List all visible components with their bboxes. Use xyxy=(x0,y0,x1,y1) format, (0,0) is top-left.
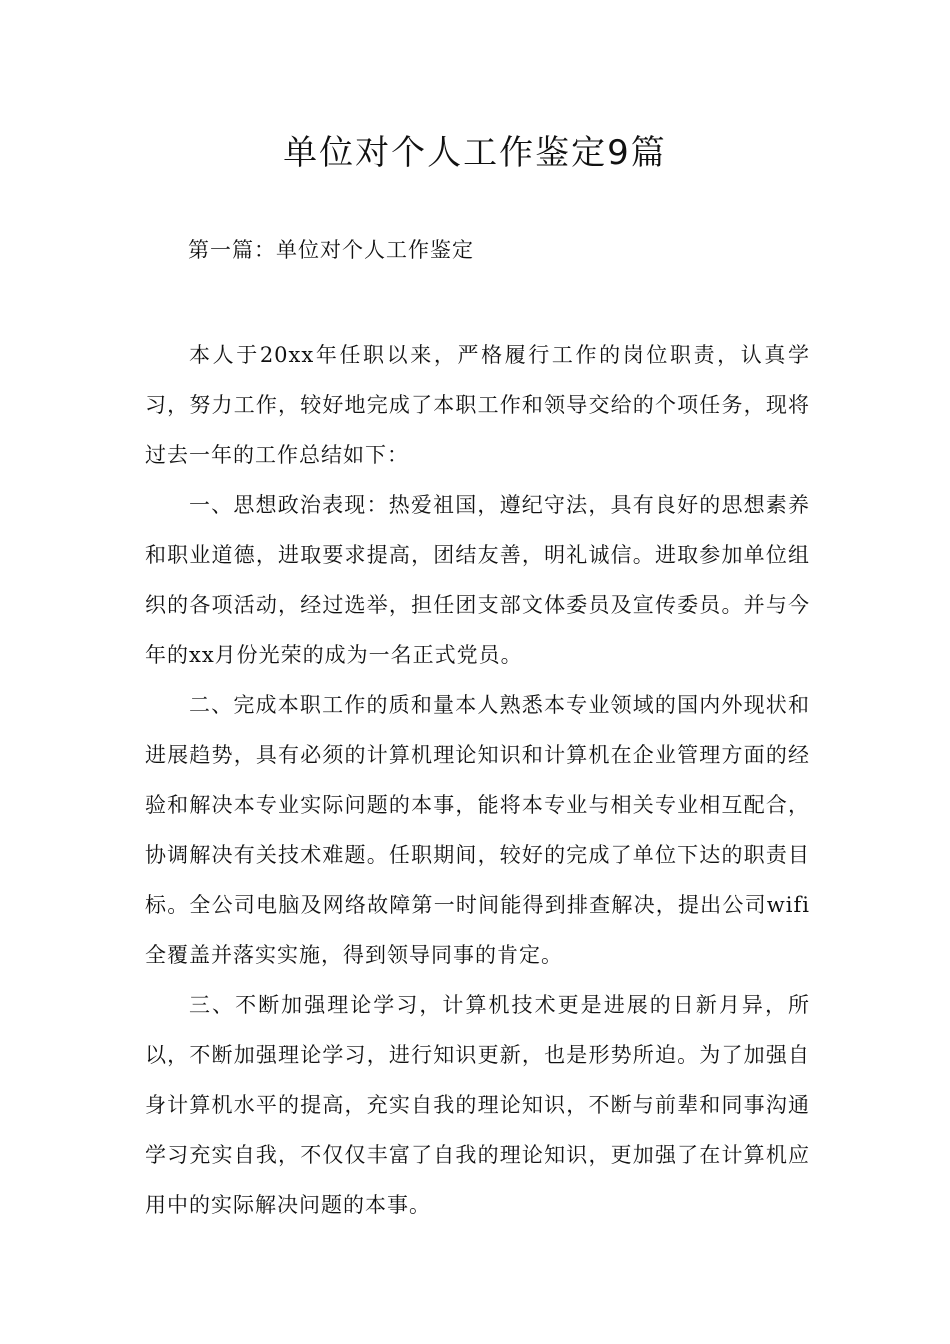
paragraph-political: 一、思想政治表现：热爱祖国，遵纪守法，具有良好的思想素养和职业道德，进取要求提高，团结友善，明礼诚信。进取参加单位组织的各项活动，经过选举，担任团支部文体委员及宣传委员。并与今年的xx月份光荣的成为一名正式党员。 xyxy=(145,493,810,667)
document-body xyxy=(145,330,810,1230)
paragraph-work-quality: 二、完成本职工作的质和量本人熟悉本专业领域的国内外现状和进展趋势，具有必须的计算机理论知识和计算机在企业管理方面的经验和解决本专业实际问题的本事，能将本专业与相关专业相互配合，协调解决有关技术难题。任职期间，较好的完成了单位下达的职责目标。全公司电脑及网络故障第一时间能得到排查解决，提出公司wifi全覆盖并落实实施，得到领导同事的肯定。 xyxy=(145,693,810,967)
paragraph-intro: 本人于20xx年任职以来，严格履行工作的岗位职责，认真学习，努力工作，较好地完成了本职工作和领导交给的个项任务，现将过去一年的工作总结如下： xyxy=(145,343,810,467)
section-heading: 第一篇：单位对个人工作鉴定 xyxy=(188,238,474,262)
paragraph-theory-study: 三、不断加强理论学习，计算机技术更是进展的日新月异，所以，不断加强理论学习，进行知识更新，也是形势所迫。为了加强自身计算机水平的提高，充实自我的理论知识，不断与前辈和同事沟通学习充实自我，不仅仅丰富了自我的理论知识，更加强了在计算机应用中的实际解决问题的本事。 xyxy=(145,993,810,1217)
document-title: 单位对个人工作鉴定9篇 xyxy=(283,133,667,173)
